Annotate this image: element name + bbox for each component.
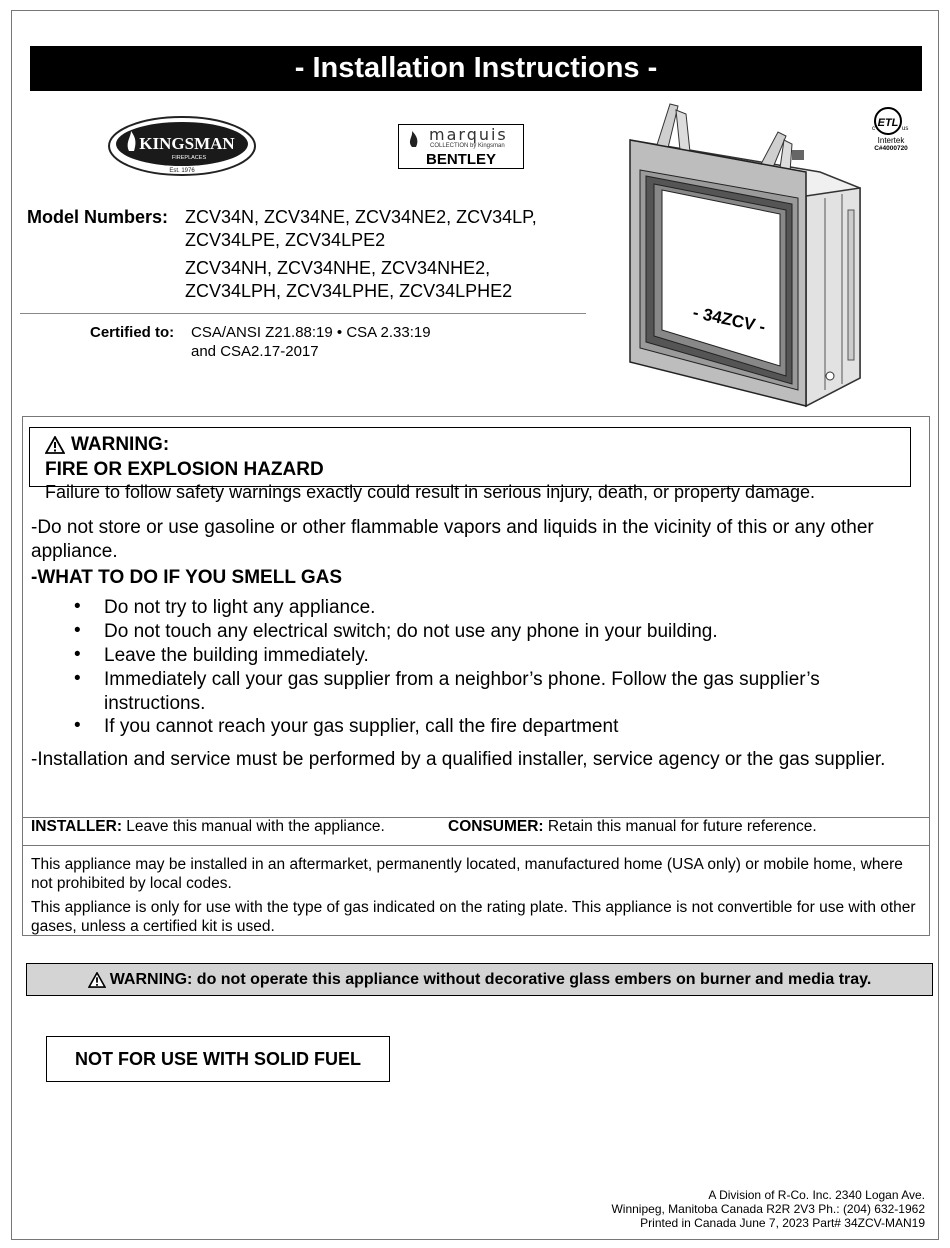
etl-c: c <box>872 126 875 132</box>
hazard-title: FIRE OR EXPLOSION HAZARD <box>45 459 324 480</box>
fireplace-label: - 34ZCV - <box>691 302 768 337</box>
lab-name: Intertek <box>877 136 905 145</box>
installer-text: Leave this manual with the appliance. <box>126 818 385 835</box>
installer-note <box>31 818 385 836</box>
list-item: Immediately call your gas supplier from a neighbor’s phone. Follow the gas supplier’s instructions. <box>104 669 820 714</box>
etl-us: us <box>902 126 909 132</box>
etl-mark: ETL <box>877 117 899 129</box>
fireplace-illustration <box>620 100 870 410</box>
kingsman-name: KINGSMAN <box>139 134 235 153</box>
consumer-note <box>448 818 817 836</box>
installer-label: INSTALLER: <box>31 818 122 835</box>
bullet-marker: • <box>74 596 81 617</box>
kingsman-sub: FIREPLACES <box>171 155 207 161</box>
model-line: ZCV34N, ZCV34NE, ZCV34NE2, ZCV34LP, <box>185 207 537 227</box>
certification-lab <box>866 137 916 153</box>
bullet-marker: • <box>74 668 81 689</box>
divider <box>22 845 930 846</box>
model-line: ZCV34NH, ZCV34NHE, ZCV34NHE2, <box>185 258 491 278</box>
flame-icon <box>404 129 424 149</box>
divider <box>20 313 586 314</box>
product-name: BENTLEY <box>425 151 496 168</box>
marquis-logo <box>398 124 524 169</box>
bullet-marker: • <box>74 715 81 736</box>
footer-line: A Division of R-Co. Inc. 2340 Logan Ave. <box>708 1188 925 1202</box>
model-line: ZCV34LPE, ZCV34LPE2 <box>185 230 386 250</box>
footer-line: Printed in Canada June 7, 2023 Part# 34ZCV-MAN19 <box>640 1216 925 1230</box>
list-item: Leave the building immediately. <box>104 645 369 666</box>
consumer-label: CONSUMER: <box>448 818 544 835</box>
gas-type-note: This appliance is only for use with the type of gas indicated on the rating plate. This appliance is not convertible for use with other gases, unless a certified kit is used. <box>31 899 916 935</box>
list-item: If you cannot reach your gas supplier, call the fire department <box>104 716 619 737</box>
lab-number: C#4000720 <box>874 145 908 152</box>
installation-warning: -Installation and service must be performed by a qualified installer, service agency or the gas supplier. <box>31 749 886 770</box>
page-title: - Installation Instructions - <box>30 46 922 91</box>
model-line: ZCV34LPH, ZCV34LPHE, ZCV34LPHE2 <box>185 281 513 301</box>
model-numbers-label: Model Numbers: <box>27 207 169 227</box>
certified-standards-cont: and CSA2.17-2017 <box>191 343 319 360</box>
storage-warning: -Do not store or use gasoline or other flammable vapors and liquids in the vicinity of this or any other appliance. <box>31 517 874 562</box>
warning-heading <box>45 434 169 456</box>
failure-warning: Failure to follow safety warnings exactly could result in serious injury, death, or property damage. <box>45 482 816 502</box>
kingsman-logo <box>107 115 257 177</box>
marquis-sub: COLLECTION by Kingsman <box>430 143 505 149</box>
warning-triangle-icon <box>88 972 106 988</box>
list-item: Do not try to light any appliance. <box>104 597 376 618</box>
certified-standards: CSA/ANSI Z21.88:19 • CSA 2.33:19 <box>191 324 431 341</box>
mobile-home-note: This appliance may be installed in an aftermarket, permanently located, manufactured home (USA only) or mobile home, where not prohibited by local codes. <box>31 856 903 892</box>
ember-warning <box>26 963 933 996</box>
marquis-word: marquis <box>429 125 508 144</box>
solid-fuel-notice: NOT FOR USE WITH SOLID FUEL <box>46 1036 390 1082</box>
kingsman-est: Est. 1976 <box>169 168 195 174</box>
ember-warning-text: WARNING: do not operate this appliance without decorative glass embers on burner and media tray. <box>109 970 872 988</box>
warning-triangle-icon <box>45 436 65 454</box>
warning-heading-text: WARNING: <box>71 434 170 455</box>
smell-gas-heading: -WHAT TO DO IF YOU SMELL GAS <box>31 567 343 588</box>
list-item: Do not touch any electrical switch; do not use any phone in your building. <box>104 621 718 642</box>
footer-address <box>611 1188 925 1230</box>
footer-line: Winnipeg, Manitoba Canada R2R 2V3 Ph.: (204) 632-1962 <box>611 1202 925 1216</box>
bullet-marker: • <box>74 644 81 665</box>
bullet-marker: • <box>74 620 81 641</box>
consumer-text: Retain this manual for future reference. <box>547 818 817 835</box>
certified-label: Certified to: <box>90 324 175 341</box>
